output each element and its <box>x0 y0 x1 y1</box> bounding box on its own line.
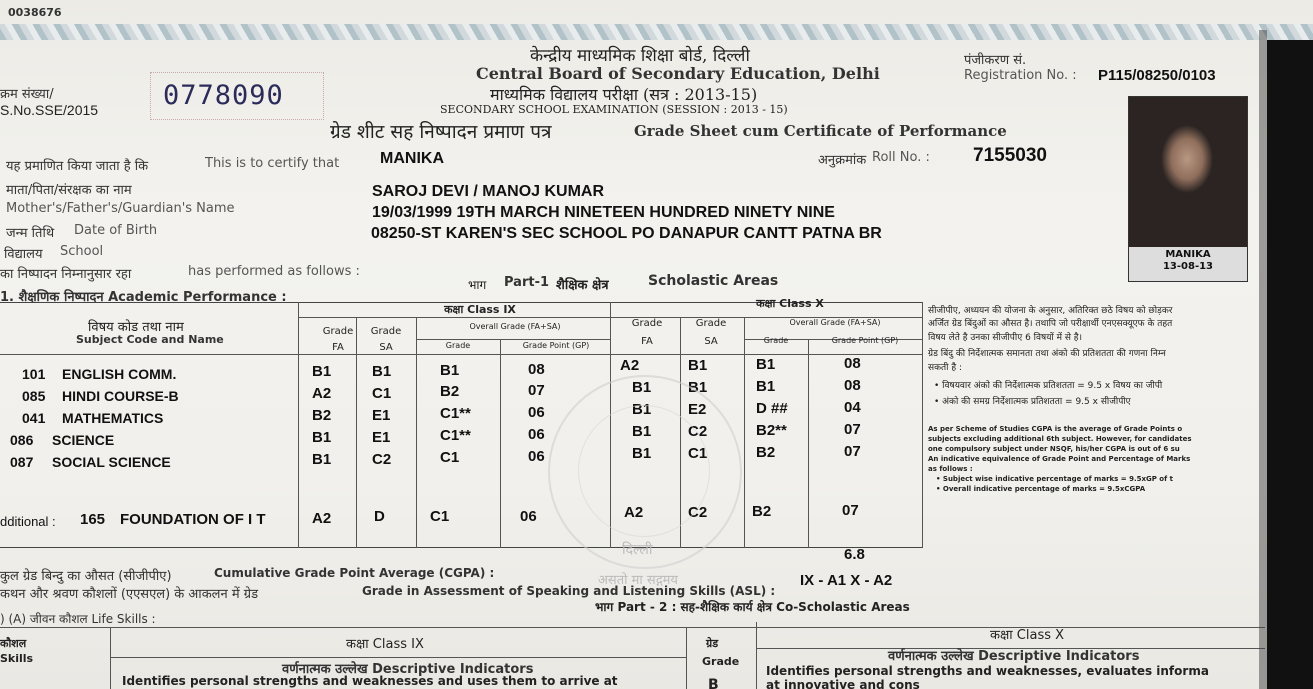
grade-fa9: B2 <box>312 407 332 424</box>
gp10: 08 <box>844 377 861 394</box>
title: Grade Sheet cum Certificate of Performance <box>634 122 1007 140</box>
registration-label: Registration No. : <box>964 68 1077 83</box>
subject-name: SCIENCE <box>52 432 115 448</box>
exam-name: SECONDARY SCHOOL EXAMINATION (SESSION : 2013 - 15) <box>440 103 788 116</box>
grade9: B2 <box>440 383 460 400</box>
grade-sa9: C1 <box>372 385 392 402</box>
part1-label: Part-1 <box>504 275 550 290</box>
cosch-desc10-header: वर्णनात्मक उल्लेख Descriptive Indicators <box>888 649 1140 664</box>
grade9: C1** <box>440 405 471 422</box>
cosch-desc9-header: वर्णनात्मक उल्लेख Descriptive Indicators <box>282 662 534 677</box>
cgpa-label: Cumulative Grade Point Average (CGPA) : <box>214 566 495 580</box>
gp9: 06 <box>528 448 545 465</box>
scan-edge <box>1267 40 1313 689</box>
grade9: C1 <box>440 449 460 466</box>
gp9: 06 <box>528 426 545 443</box>
sa10-header: SA <box>704 336 718 347</box>
overall9-header: Overall Grade (FA+SA) <box>469 322 561 331</box>
registration-label-hindi: पंजीकरण सं. <box>964 53 1027 68</box>
fa9-header: FA <box>332 342 344 353</box>
asl-label: Grade in Assessment of Speaking and Listening Skills (ASL) : <box>362 584 776 598</box>
title-hindi: ग्रेड शीट सह निष्पादन प्रमाण पत्र <box>330 121 552 143</box>
gp10: 07 <box>842 502 859 519</box>
note-english-5: as follows : <box>928 465 973 473</box>
subject-code: 086 <box>10 432 34 448</box>
part1-label2-hindi: शैक्षिक क्षेत्र <box>556 278 609 293</box>
grade-fa9: A2 <box>312 510 332 527</box>
grade10: B1 <box>756 378 776 395</box>
serial-number: 0778090 <box>150 72 324 120</box>
grade-fa10: B1 <box>632 445 652 462</box>
grade-sa9: B1 <box>372 363 392 380</box>
note-english-2: subjects excluding additional 6th subject. However, for candidates <box>928 435 1192 443</box>
note-hindi-7: • अंको की समग्र निर्देशात्मक प्रतिशतता = 9.5 x सीजीपीए <box>934 397 1131 407</box>
grade-sa10: E2 <box>688 401 707 418</box>
gp9: 06 <box>520 508 537 525</box>
student-name: MANIKA <box>380 150 444 167</box>
serial-label-hindi: क्रम संख्या/ <box>0 87 54 102</box>
student-photo <box>1128 96 1248 282</box>
top-id: 0038676 <box>8 6 62 19</box>
school-name: 08250-ST KAREN'S SEC SCHOOL PO DANAPUR CANTT PATNA BR <box>371 225 882 242</box>
cosch-indicator10b: at innovative and cons <box>766 678 920 689</box>
grade-fa10: A2 <box>624 504 644 521</box>
gp10-header: Grade Point (GP) <box>831 336 899 345</box>
subject-name: SOCIAL SCIENCE <box>52 454 171 470</box>
cgpa-label-hindi: कुल ग्रेड बिन्दु का औसत (सीजीपीए) <box>0 569 172 584</box>
grade-sa10: B1 <box>688 379 708 396</box>
gp9-header: Grade Point (GP) <box>522 341 590 350</box>
grade-sa9-header: Grade <box>370 326 402 337</box>
overall10-header: Overall Grade (FA+SA) <box>789 318 881 327</box>
note-english-3: one compulsory subject under NSQF, his/her CGPA is out of 6 su <box>928 445 1180 453</box>
subject-name: HINDI COURSE-B <box>62 388 179 404</box>
grade-sa9: E1 <box>372 429 391 446</box>
board-name: Central Board of Secondary Education, Delhi <box>476 64 880 83</box>
subject-code: 041 <box>22 410 46 426</box>
cosch-class10-header: कक्षा Class X <box>990 628 1065 643</box>
grade-fa10: B1 <box>632 379 652 396</box>
subject-code: 101 <box>22 366 46 382</box>
note-hindi-4: ग्रेड बिंदु की निर्देशात्मक समानता तथा अंको की प्रतिशतता की गणना निम्न <box>928 349 1166 359</box>
scan-shadow <box>1259 30 1267 689</box>
note-hindi-5: सकती है : <box>928 363 962 373</box>
grade-fa10: A2 <box>620 357 640 374</box>
board-seal-inner <box>578 405 710 537</box>
asl-value: IX - A1 X - A2 <box>800 572 893 589</box>
class9-header: कक्षा Class IX <box>444 303 516 316</box>
gp9: 06 <box>528 404 545 421</box>
subject-code: 165 <box>80 511 106 528</box>
grade-sa10: C2 <box>688 423 708 440</box>
certify-label-hindi: यह प्रमाणित किया जाता है कि <box>6 159 149 174</box>
cosch-grade-header: Grade <box>702 655 740 668</box>
exam-name-hindi: माध्यमिक विद्यालय परीक्षा (सत्र : 2013-15) <box>490 85 758 104</box>
gp9: 07 <box>528 382 545 399</box>
cosch-indicator10: Identifies personal strengths and weaknesses, evaluates informa <box>766 664 1209 678</box>
note-hindi-6: • विषयवार अंको की निर्देशात्मक प्रतिशतता = 9.5 x विषय का जीपी <box>934 381 1163 391</box>
gp10: 04 <box>844 399 861 416</box>
note-english-6: • Subject wise indicative percentage of marks = 9.5xGP of t <box>936 475 1173 483</box>
grade10: D ## <box>756 400 788 417</box>
parents-name: SAROJ DEVI / MANOJ KUMAR <box>372 183 605 200</box>
grade10-header: Grade <box>763 336 789 345</box>
seal-text-bottom: असतो मा सद्गमय <box>598 573 678 588</box>
dob-label-hindi: जन्म तिथि <box>6 226 55 241</box>
subject-name: ENGLISH COMM. <box>62 366 177 382</box>
note-english-1: As per Scheme of Studies CGPA is the average of Grade Points o <box>928 425 1183 433</box>
grade-sa9: E1 <box>372 407 391 424</box>
grade10: B2** <box>756 422 787 439</box>
grade-sa10-header: Grade <box>695 318 727 329</box>
subject-name: FOUNDATION OF I T <box>120 511 266 528</box>
skills-header: Skills <box>0 652 34 665</box>
grade9-header: Grade <box>445 341 471 350</box>
grade9: B1 <box>440 362 460 379</box>
performed-label-hindi: का निष्पादन निम्नानुसार रहा <box>0 267 132 282</box>
grade-fa10: B1 <box>632 423 652 440</box>
board-name-hindi: केन्द्रीय माध्यमिक शिक्षा बोर्ड, दिल्ली <box>530 46 750 66</box>
subject-header: Subject Code and Name <box>76 333 224 346</box>
subject-code: 085 <box>22 388 46 404</box>
school-label-hindi: विद्यालय <box>4 247 43 262</box>
cosch-indicator9: Identifies personal strengths and weaknesses and uses them to arrive at <box>122 674 618 688</box>
grade10: B2 <box>756 444 776 461</box>
additional-label: dditional : <box>0 514 56 529</box>
school-label: School <box>60 244 104 259</box>
grade-fa10-header: Grade <box>631 318 663 329</box>
note-hindi-3: विषय लेते है उनका सीजीपीए 6 विषयों में से है। <box>928 333 1083 343</box>
part2-label: भाग Part - 2 : सह-शैक्षिक कार्य क्षेत्र Co-Scholastic Areas <box>595 600 910 614</box>
grade-fa9: B1 <box>312 451 332 468</box>
dob-label: Date of Birth <box>74 223 158 238</box>
grade9: C1 <box>430 508 450 525</box>
cosch-grade9: B <box>708 677 719 689</box>
part1-label2: Scholastic Areas <box>648 273 779 289</box>
gp10: 07 <box>844 421 861 438</box>
academic-performance-label: 1. शैक्षणिक निष्पादन Academic Performance : <box>0 290 287 305</box>
part1-label-hindi: भाग <box>468 278 487 292</box>
seal-text-top: दिल्ली <box>622 542 653 558</box>
fa10-header: FA <box>641 336 653 347</box>
note-hindi-2: अर्जित ग्रेड बिंदुओं का औसत है। तथापि जो परीक्षार्थी एनएसक्यूएफ के तहत <box>928 319 1173 329</box>
grade-fa10: B1 <box>632 401 652 418</box>
grade-fa9: A2 <box>312 385 332 402</box>
parents-label: Mother's/Father's/Guardian's Name <box>6 201 235 216</box>
cgpa-value: 6.8 <box>844 546 865 563</box>
roll-label: Roll No. : <box>872 150 930 165</box>
life-skills-label: ) (A) जीवन कौशल Life Skills : <box>0 612 156 626</box>
asl-label-hindi: कथन और श्रवण कौशलों (एएसएल) के आकलन में ग्रेड <box>0 587 259 602</box>
photo-caption-name: MANIKA <box>1165 249 1211 260</box>
note-english-4: An indicative equivalence of Grade Point and Percentage of Marks <box>928 455 1191 463</box>
subject-code: 087 <box>10 454 34 470</box>
photo-caption-date: 13-08-13 <box>1162 261 1214 272</box>
grade-sa9: D <box>374 508 385 525</box>
skills-header-hindi: कौशल <box>0 637 27 650</box>
grade-fa9: B1 <box>312 363 332 380</box>
certify-label: This is to certify that <box>205 156 340 171</box>
grade10: B2 <box>752 503 772 520</box>
grade10: B1 <box>756 356 776 373</box>
decorative-border <box>0 24 1313 40</box>
performed-label: has performed as follows : <box>188 264 360 279</box>
serial-label: S.No.SSE/2015 <box>0 102 99 118</box>
note-english-7: • Overall indicative percentage of marks = 9.5xCGPA <box>936 485 1146 493</box>
grade-sa10: C2 <box>688 504 708 521</box>
grade9: C1** <box>440 427 471 444</box>
roll-number: 7155030 <box>973 145 1047 166</box>
registration-number: P115/08250/0103 <box>1098 67 1216 84</box>
grade-sa10: B1 <box>688 357 708 374</box>
subject-name: MATHEMATICS <box>62 410 164 426</box>
dob-value: 19/03/1999 19TH MARCH NINETEEN HUNDRED NINETY NINE <box>372 204 835 221</box>
cosch-class9-header: कक्षा Class IX <box>346 637 424 652</box>
gp9: 08 <box>528 361 545 378</box>
gp10: 07 <box>844 443 861 460</box>
photo-image <box>1129 97 1247 247</box>
parents-label-hindi: माता/पिता/संरक्षक का नाम <box>6 183 132 198</box>
grade-fa9: B1 <box>312 429 332 446</box>
gp10: 08 <box>844 355 861 372</box>
cosch-grade-header-hindi: ग्रेड <box>706 637 719 650</box>
roll-label-hindi: अनुक्रमांक <box>818 153 867 168</box>
grade-sa9: C2 <box>372 451 392 468</box>
grade-sa10: C1 <box>688 445 708 462</box>
class10-header: कक्षा Class X <box>756 297 824 310</box>
grade-fa9-header: Grade <box>322 326 354 337</box>
sa9-header: SA <box>379 342 393 353</box>
note-hindi-1: सीजीपीए, अध्ययन की योजना के अनुसार, अतिरिक्त छठे विषय को छोड़कर <box>928 306 1173 316</box>
subject-header-hindi: विषय कोड तथा नाम <box>88 320 184 335</box>
